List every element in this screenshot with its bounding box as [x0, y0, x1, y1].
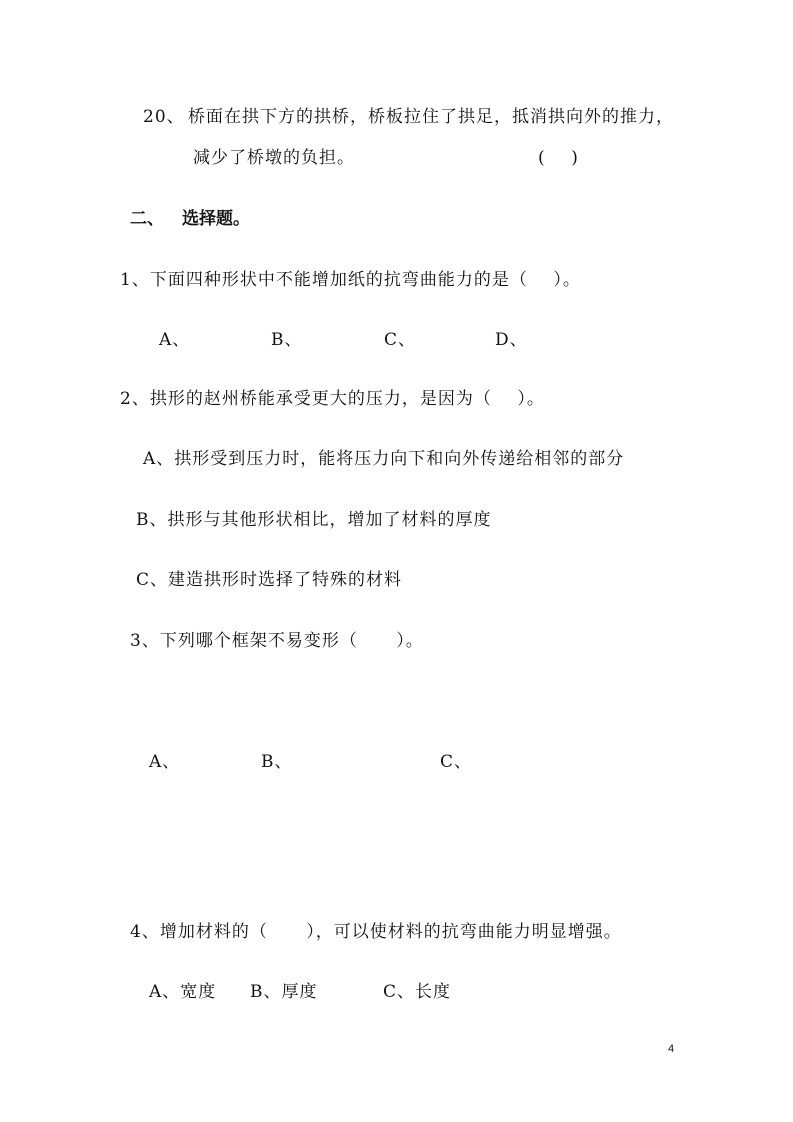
q4-option-a: A、宽度: [149, 982, 217, 1002]
q1-option-c: C、: [384, 330, 417, 350]
q4-text: 4、增加材料的（ ），可以使材料的抗弯曲能力明显增强。: [130, 922, 622, 942]
q20-line2: 减少了桥墩的负担。: [193, 148, 355, 168]
q20-line1: 桥面在拱下方的拱桥，桥板拉住了拱足，抵消拱向外的推力，: [188, 107, 674, 127]
page-number: 4: [668, 1043, 675, 1055]
q1-option-d: D、: [495, 330, 528, 350]
q1-option-a: A、: [159, 330, 191, 350]
q2-option-b: B、拱形与其他形状相比，增加了材料的厚度: [136, 510, 492, 530]
q1-text: 1、下面四种形状中不能增加纸的抗弯曲能力的是（ ）。: [120, 270, 581, 290]
q3-option-a: A、: [149, 752, 181, 772]
q20-answer-blank: ( ): [538, 148, 579, 168]
q3-option-c: C、: [440, 752, 473, 772]
q3-text: 3、下列哪个框架不易变形（ ）。: [130, 631, 424, 651]
q20-number: 20、: [143, 107, 185, 127]
q2-option-c: C、建造拱形时选择了特殊的材料: [136, 570, 403, 590]
q4-option-b: B、厚度: [250, 982, 318, 1002]
q2-option-a: A、拱形受到压力时，能将压力向下和向外传递给相邻的部分: [143, 449, 625, 469]
section-title: 选择题。: [182, 209, 250, 229]
q4-option-c: C、长度: [383, 982, 452, 1002]
q1-option-b: B、: [271, 330, 303, 350]
q2-text: 2、拱形的赵州桥能承受更大的压力，是因为（ ）。: [120, 389, 545, 409]
section-number: 二、: [130, 209, 164, 229]
q3-option-b: B、: [261, 752, 293, 772]
